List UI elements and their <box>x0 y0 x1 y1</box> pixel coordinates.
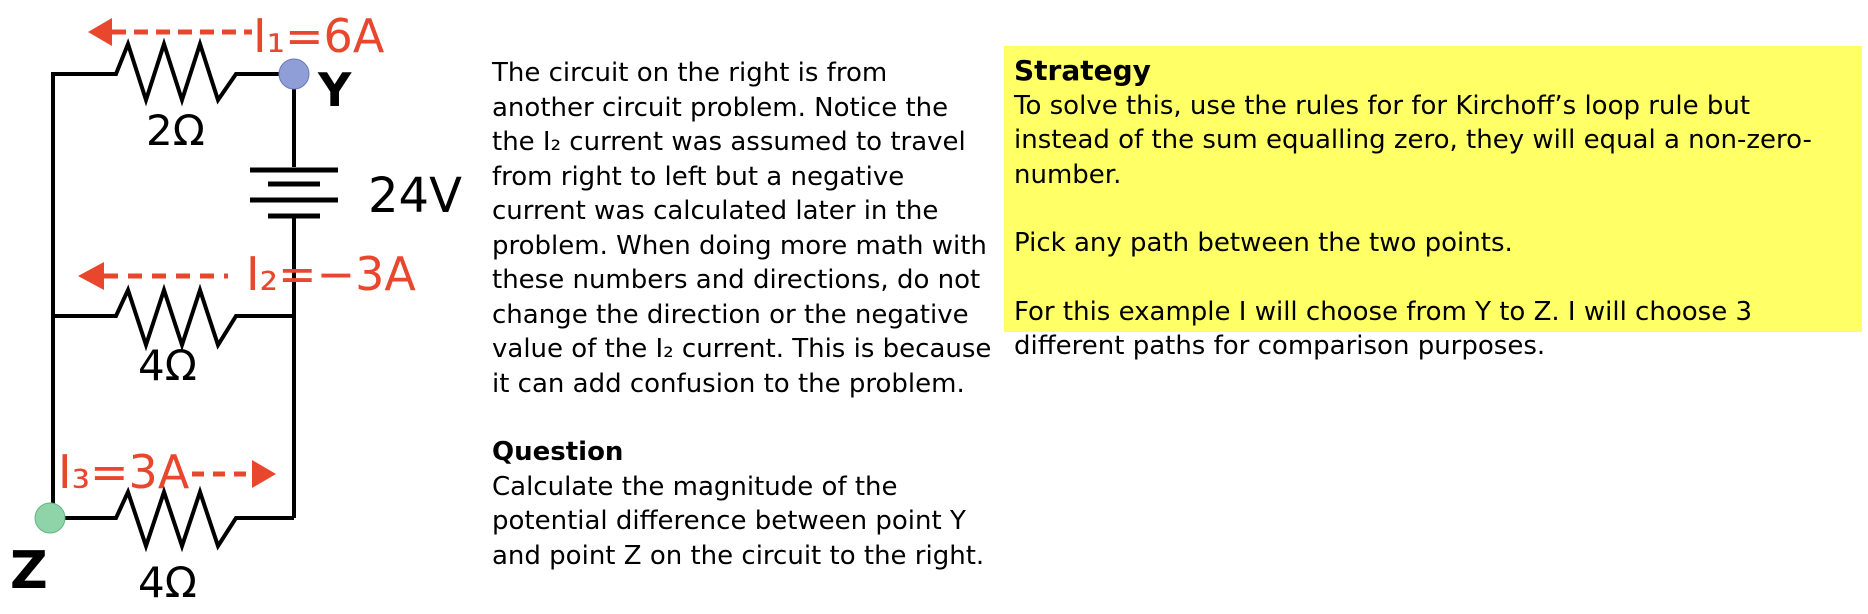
strategy-line-1: To solve this, use the rules for for Kirchoff’s loop rule but instead of the sum equalling zero, they will equal a non-zero- number. <box>1014 90 1812 190</box>
strategy-line-3: For this example I will choose from Y to Z. I will choose 3 different paths for comparison purposes. <box>1014 296 1752 361</box>
strategy-line-2: Pick any path between the two points. <box>1014 228 1513 258</box>
i1-label: I₁=6A <box>253 9 385 63</box>
resistor-mid-label: 4Ω <box>138 341 197 390</box>
strategy-box <box>1004 46 1862 361</box>
point-z-node <box>35 503 65 533</box>
wire-bot-branch <box>53 492 294 546</box>
spacer <box>492 401 992 435</box>
resistor-bot-label: 4Ω <box>138 558 197 607</box>
explanation-column <box>492 56 992 573</box>
point-y-label: Y <box>318 63 352 117</box>
battery-label: 24V <box>368 168 462 224</box>
i3-arrow <box>192 460 276 488</box>
spacer <box>1014 261 1852 295</box>
i1-arrow <box>88 18 252 46</box>
battery-icon <box>250 170 338 216</box>
point-y-node <box>279 59 309 89</box>
point-z-label: Z <box>10 541 48 601</box>
question-text: Calculate the magnitude of the potential difference between point Y and point Z on the circuit to the right. <box>492 471 985 571</box>
strategy-heading: Strategy <box>1014 54 1151 87</box>
question-heading: Question <box>492 437 624 467</box>
i2-label: I₂=−3A <box>246 247 416 301</box>
i2-arrow <box>78 262 228 290</box>
explanation-paragraph: The circuit on the right is from another circuit problem. Notice the the I₂ current was assumed to travel from right to left but a negative current was calculated later in the problem. When doing more math with these numbers and directions, do not change the direction or the negative value of the I₂ current. This is because it can add confusion to the problem. <box>492 58 992 399</box>
resistor-top-label: 2Ω <box>146 106 205 155</box>
spacer <box>1014 192 1852 226</box>
i3-label: I₃=3A <box>58 445 190 499</box>
circuit-diagram <box>0 0 470 614</box>
